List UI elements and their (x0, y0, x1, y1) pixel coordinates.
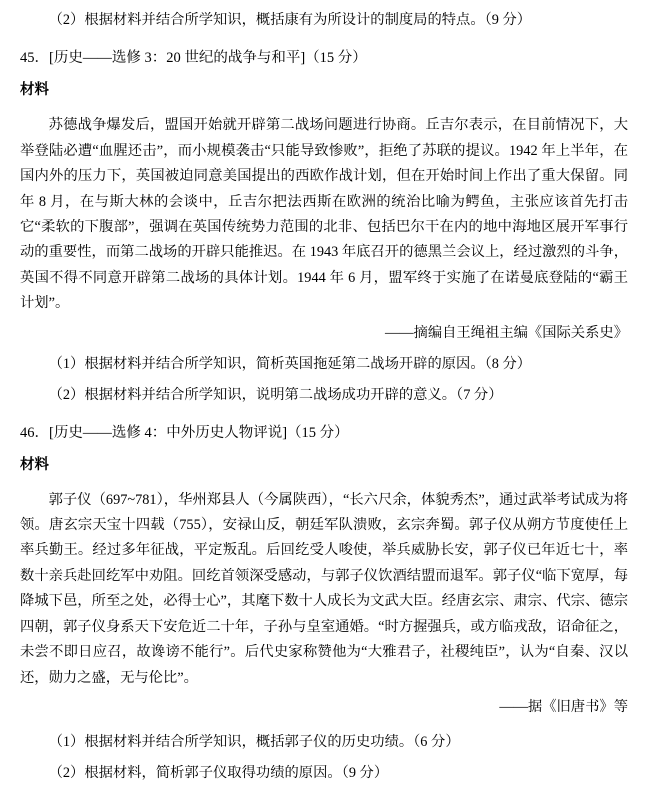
question-46-sub-2: （2）根据材料，简析郭子仪取得功绩的原因。（9 分） (48, 764, 389, 781)
question-45-sub-2: （2）根据材料并结合所学知识，说明第二战场成功开辟的意义。（7 分） (48, 386, 503, 403)
question-46-sub-1: （1）根据材料并结合所学知识，概括郭子仪的历史功绩。（6 分） (48, 733, 460, 750)
question-46-material-label: 材料 (20, 456, 49, 473)
question-45-source: ——摘编自王绳祖主编《国际关系史》 (384, 324, 628, 341)
question-46-source: ——据《旧唐书》等 (499, 698, 628, 715)
question-45-material-label: 材料 (20, 82, 49, 99)
question-45-heading: 45．[历史——选修 3：20 世纪的战争与和平]（15 分） (20, 50, 367, 67)
question-46-heading: 46．[历史——选修 4：中外历史人物评说]（15 分） (20, 424, 349, 441)
question-46-material-body: 郭子仪（697~781），华州郑县人（今属陕西），“长六尺余，体貌秀杰”，通过武举考试成为将领。唐玄宗天宝十四载（755），安禄山反，朝廷军队溃败，玄宗奔蜀。郭子仪从朔方节度使任上率兵勤王。经过多年征战，平定叛乱。后回纥受人唆使，举兵威胁长安，郭子仪已年近七十，率数十亲兵赴回纥军中劝阻。回纥首领深受感动，与郭子仪饮酒结盟而退军。郭子仪“临下宽厚，每降城下邑，所至之处，必得士心”，其麾下数十人成长为文武大臣。经唐玄宗、肃宗、代宗、德宗四朝，郭子仪身系天下安危近二十年，子孙与皇室通婚。“时方握强兵，或方临戎敌，诏命征之，未尝不即日应召，故谗谤不能行”。后代史家称赞他为“大雅君子，社稷纯臣”，认为“自秦、汉以还，勋力之盛，无与伦比”。 (20, 491, 628, 686)
question-45-sub-1: （1）根据材料并结合所学知识，简析英国拖延第二战场开辟的原因。（8 分） (48, 355, 532, 372)
question-45-material-body: 苏德战争爆发后，盟国开始就开辟第二战场问题进行协商。丘吉尔表示，在目前情况下，大举登陆必遭“血腥还击”，而小规模袭击“只能导致惨败”，拒绝了苏联的提议。1942 年上半年，在国内外的压力下，英国被迫同意美国提出的西欧作战计划，但在开始时间上作出了重大保留。同年 8 月，在与斯大林的会谈中，丘吉尔把法西斯在欧洲的统治比喻为鳄鱼，主张应该首先打击它“柔软的下腹部”，强调在英国传统势力范围的北非、包括巴尔干在内的地中海地区展开军事行动的重要性，而第二战场的开辟只能推迟。在 1943 年底召开的德黑兰会议上，经过激烈的斗争，英国不得不同意开辟第二战场的具体计划。1944 年 6 月，盟军终于实施了在诺曼底登陆的“霸王计划”。 (20, 117, 628, 312)
carryover-question: （2）根据材料并结合所学知识，概括康有为所设计的制度局的特点。（9 分） (48, 12, 532, 28)
